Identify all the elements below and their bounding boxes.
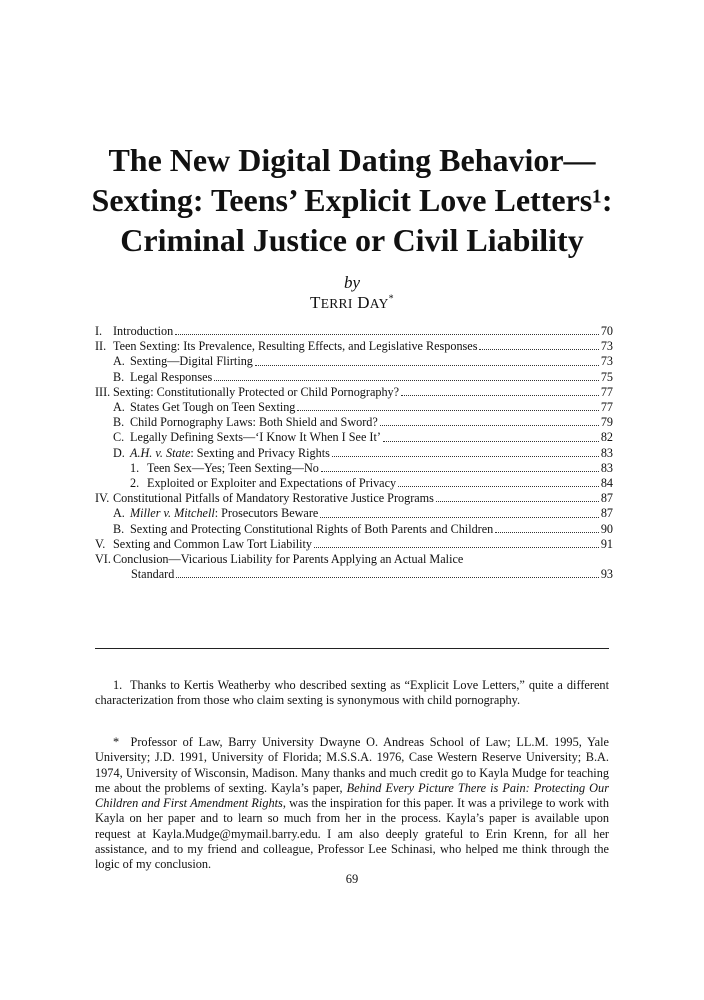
toc-entry-title-text: Introduction	[113, 324, 174, 338]
footnote-divider	[95, 648, 609, 649]
toc-entry-page: 75	[600, 369, 613, 384]
toc-entry-page: 83	[600, 460, 613, 475]
toc-entry-number: C.	[113, 430, 125, 445]
toc-entry-page: 93	[600, 567, 613, 582]
toc-entry-title-text: : Prosecutors Beware	[214, 506, 319, 521]
toc-entry-page: 84	[600, 476, 613, 491]
toc-entry	[95, 415, 613, 430]
toc-entry	[95, 476, 613, 491]
toc-entry-title	[130, 415, 378, 430]
toc-entry-page: 73	[600, 354, 613, 369]
toc-entry-title-text: Sexting: Constitutionally Protected or Child Pornography?	[113, 384, 400, 399]
toc-entry	[95, 370, 613, 385]
toc-entry-title-text: States Get Tough on Teen Sexting	[130, 400, 296, 415]
footnote-author-mark: *	[113, 735, 120, 749]
footnote-1-text: Thanks to Kertis Weatherby who described sexting as “Explicit Love Letters,” quite a different characterization from those who claim sexting is synonymous with child pornography.	[95, 678, 609, 708]
toc-entry-number: 2.	[130, 476, 140, 491]
toc-entry-page: 91	[600, 536, 613, 551]
title-line-2: Sexting: Teens’ Explicit Love Letters¹:	[91, 182, 613, 218]
toc-entry-title	[130, 522, 493, 537]
toc-entry-page: 82	[600, 430, 613, 445]
toc-leader-dots	[297, 410, 598, 411]
toc-entry	[95, 385, 613, 400]
author-last-rest: AY	[369, 296, 389, 311]
toc-entry-title-text: Conclusion—Vicarious Liability for Parents Applying an Actual Malice	[113, 552, 464, 567]
toc-leader-dots	[383, 441, 599, 442]
toc-entry-page: 83	[600, 445, 613, 460]
toc-leader-dots	[321, 471, 599, 472]
toc-leader-dots	[401, 395, 599, 396]
toc-entry-number: D.	[113, 445, 125, 460]
toc-entry-title	[130, 506, 318, 521]
toc-entry-page: 70	[600, 324, 613, 338]
toc-entry-number: IV.	[95, 491, 110, 506]
toc-entry-number: 1.	[130, 460, 140, 475]
toc-entry	[95, 339, 613, 354]
toc-entry	[95, 461, 613, 476]
toc-entry	[95, 537, 613, 552]
toc-entry-number: B.	[113, 415, 125, 430]
toc-entry	[95, 400, 613, 415]
toc-entry-title	[130, 400, 295, 415]
author-first-rest: ERRI	[320, 296, 353, 311]
toc-entry-title	[113, 537, 312, 552]
toc-leader-dots	[495, 532, 599, 533]
toc-entry	[95, 567, 613, 582]
footnote-author-cited-title: Behind Every Picture There is Pain: Protecting Our Children and First Amendment Rights	[95, 780, 609, 811]
footnote-1	[95, 678, 609, 709]
toc-leader-dots	[398, 486, 599, 487]
toc-entry-title	[130, 446, 330, 461]
toc-entry	[95, 552, 613, 567]
toc-entry-title	[113, 324, 173, 339]
footnote-author-text-b: , was the inspiration for this paper. It was a privilege to work with Kayla on her paper and to learn so much from her in the process. Kayla’s paper is available upon request at Kayla.Mudge@mymail.barry.edu. I am also deeply grateful to Erin Krenn, for all her assistance, and to my friend and colleague, Professor Lee Schinasi, who helped me think through the logic of my conclusion.	[95, 796, 609, 872]
toc-entry	[95, 506, 613, 521]
toc-entry	[95, 522, 613, 537]
toc-entry-number: I.	[95, 324, 103, 338]
toc-entry-page: 79	[600, 415, 613, 430]
toc-entry-title	[147, 476, 396, 491]
table-of-contents	[95, 324, 613, 582]
toc-entry-number: A.	[113, 400, 125, 415]
toc-entry-title	[131, 567, 174, 582]
toc-entry-title-text: Exploited or Exploiter and Expectations of Privacy	[147, 476, 397, 491]
toc-entry-title	[113, 339, 477, 354]
toc-entry-number: III.	[95, 384, 111, 399]
toc-entry-case-name: A.H. v. State	[130, 445, 191, 460]
author-name	[0, 293, 704, 313]
footnote-1-mark: 1.	[113, 678, 123, 692]
toc-leader-dots	[436, 501, 599, 502]
toc-entry-title-text: Sexting and Common Law Tort Liability	[113, 536, 312, 551]
toc-entry-number: V.	[95, 536, 106, 551]
toc-leader-dots	[320, 517, 599, 518]
toc-leader-dots	[214, 380, 599, 381]
toc-entry-page: 77	[600, 384, 613, 399]
toc-leader-dots	[332, 456, 599, 457]
toc-entry-title-text: Legally Defining Sexts—‘I Know It When I See It’	[130, 430, 381, 445]
toc-entry-page: 90	[600, 521, 613, 536]
article-title	[60, 140, 644, 260]
toc-entry-title	[130, 370, 212, 385]
toc-entry-title	[113, 491, 434, 506]
author-footnote-mark: *	[388, 293, 394, 305]
toc-entry-page: 87	[600, 491, 613, 506]
toc-leader-dots	[479, 349, 598, 350]
title-line-1: The New Digital Dating Behavior—	[108, 142, 596, 178]
toc-entry-title	[113, 385, 399, 400]
toc-leader-dots	[176, 577, 598, 578]
title-line-3: Criminal Justice or Civil Liability	[120, 222, 584, 258]
toc-entry-title-text: Legal Responses	[130, 369, 213, 384]
toc-entry	[95, 491, 613, 506]
page-number: 69	[345, 872, 359, 886]
toc-entry-number: II.	[95, 339, 107, 354]
author-first-initial: T	[310, 293, 321, 312]
author-last-initial: D	[357, 293, 370, 312]
toc-entry	[95, 446, 613, 461]
toc-entry-title	[130, 354, 253, 369]
toc-entry-title-text: Teen Sexting: Its Prevalence, Resulting Effects, and Legislative Responses	[113, 339, 478, 354]
toc-entry-title	[113, 552, 463, 567]
toc-leader-dots	[380, 425, 599, 426]
toc-entry-title-text: : Sexting and Privacy Rights	[190, 445, 330, 460]
toc-entry-title	[130, 430, 381, 445]
toc-entry-title-text: Child Pornography Laws: Both Shield and Sword?	[130, 415, 378, 430]
toc-entry	[95, 324, 613, 339]
toc-entry-page: 77	[600, 400, 613, 415]
toc-entry-number: B.	[113, 369, 125, 384]
toc-entry-title-text: Constitutional Pitfalls of Mandatory Restorative Justice Programs	[113, 491, 434, 506]
toc-entry-title-text: Standard	[131, 567, 175, 582]
toc-entry	[95, 430, 613, 445]
toc-entry	[95, 354, 613, 369]
toc-entry-number: VI.	[95, 552, 111, 567]
byline-by: by	[343, 273, 361, 292]
toc-leader-dots	[314, 547, 599, 548]
toc-entry-number: A.	[113, 506, 125, 521]
toc-entry-title-text: Sexting—Digital Flirting	[130, 354, 253, 369]
toc-entry-title	[147, 461, 319, 476]
toc-entry-case-name: Miller v. Mitchell	[130, 506, 215, 521]
toc-entry-title-text: Teen Sex—Yes; Teen Sexting—No	[147, 460, 319, 475]
toc-entry-page: 87	[600, 506, 613, 521]
toc-entry-title-text: Sexting and Protecting Constitutional Rights of Both Parents and Children	[130, 521, 494, 536]
footnote-author-text-a: Professor of Law, Barry University Dwayne O. Andreas School of Law; LL.M. 1995, Yale University; J.D. 1991, University of Florida; M.S.S.A. 1976, Case Western Reserve University; B.A. 1974, University of Wisconsin, Madison. Many thanks and much credit go to Kayla Mudge for teaching me about the problems of sexting. Kayla’s paper,	[95, 735, 609, 795]
toc-entry-number: A.	[113, 354, 125, 369]
footnote-author	[95, 735, 609, 873]
toc-entry-page: 73	[600, 339, 613, 354]
toc-entry-number: B.	[113, 521, 125, 536]
toc-leader-dots	[255, 365, 599, 366]
toc-leader-dots	[175, 334, 599, 335]
